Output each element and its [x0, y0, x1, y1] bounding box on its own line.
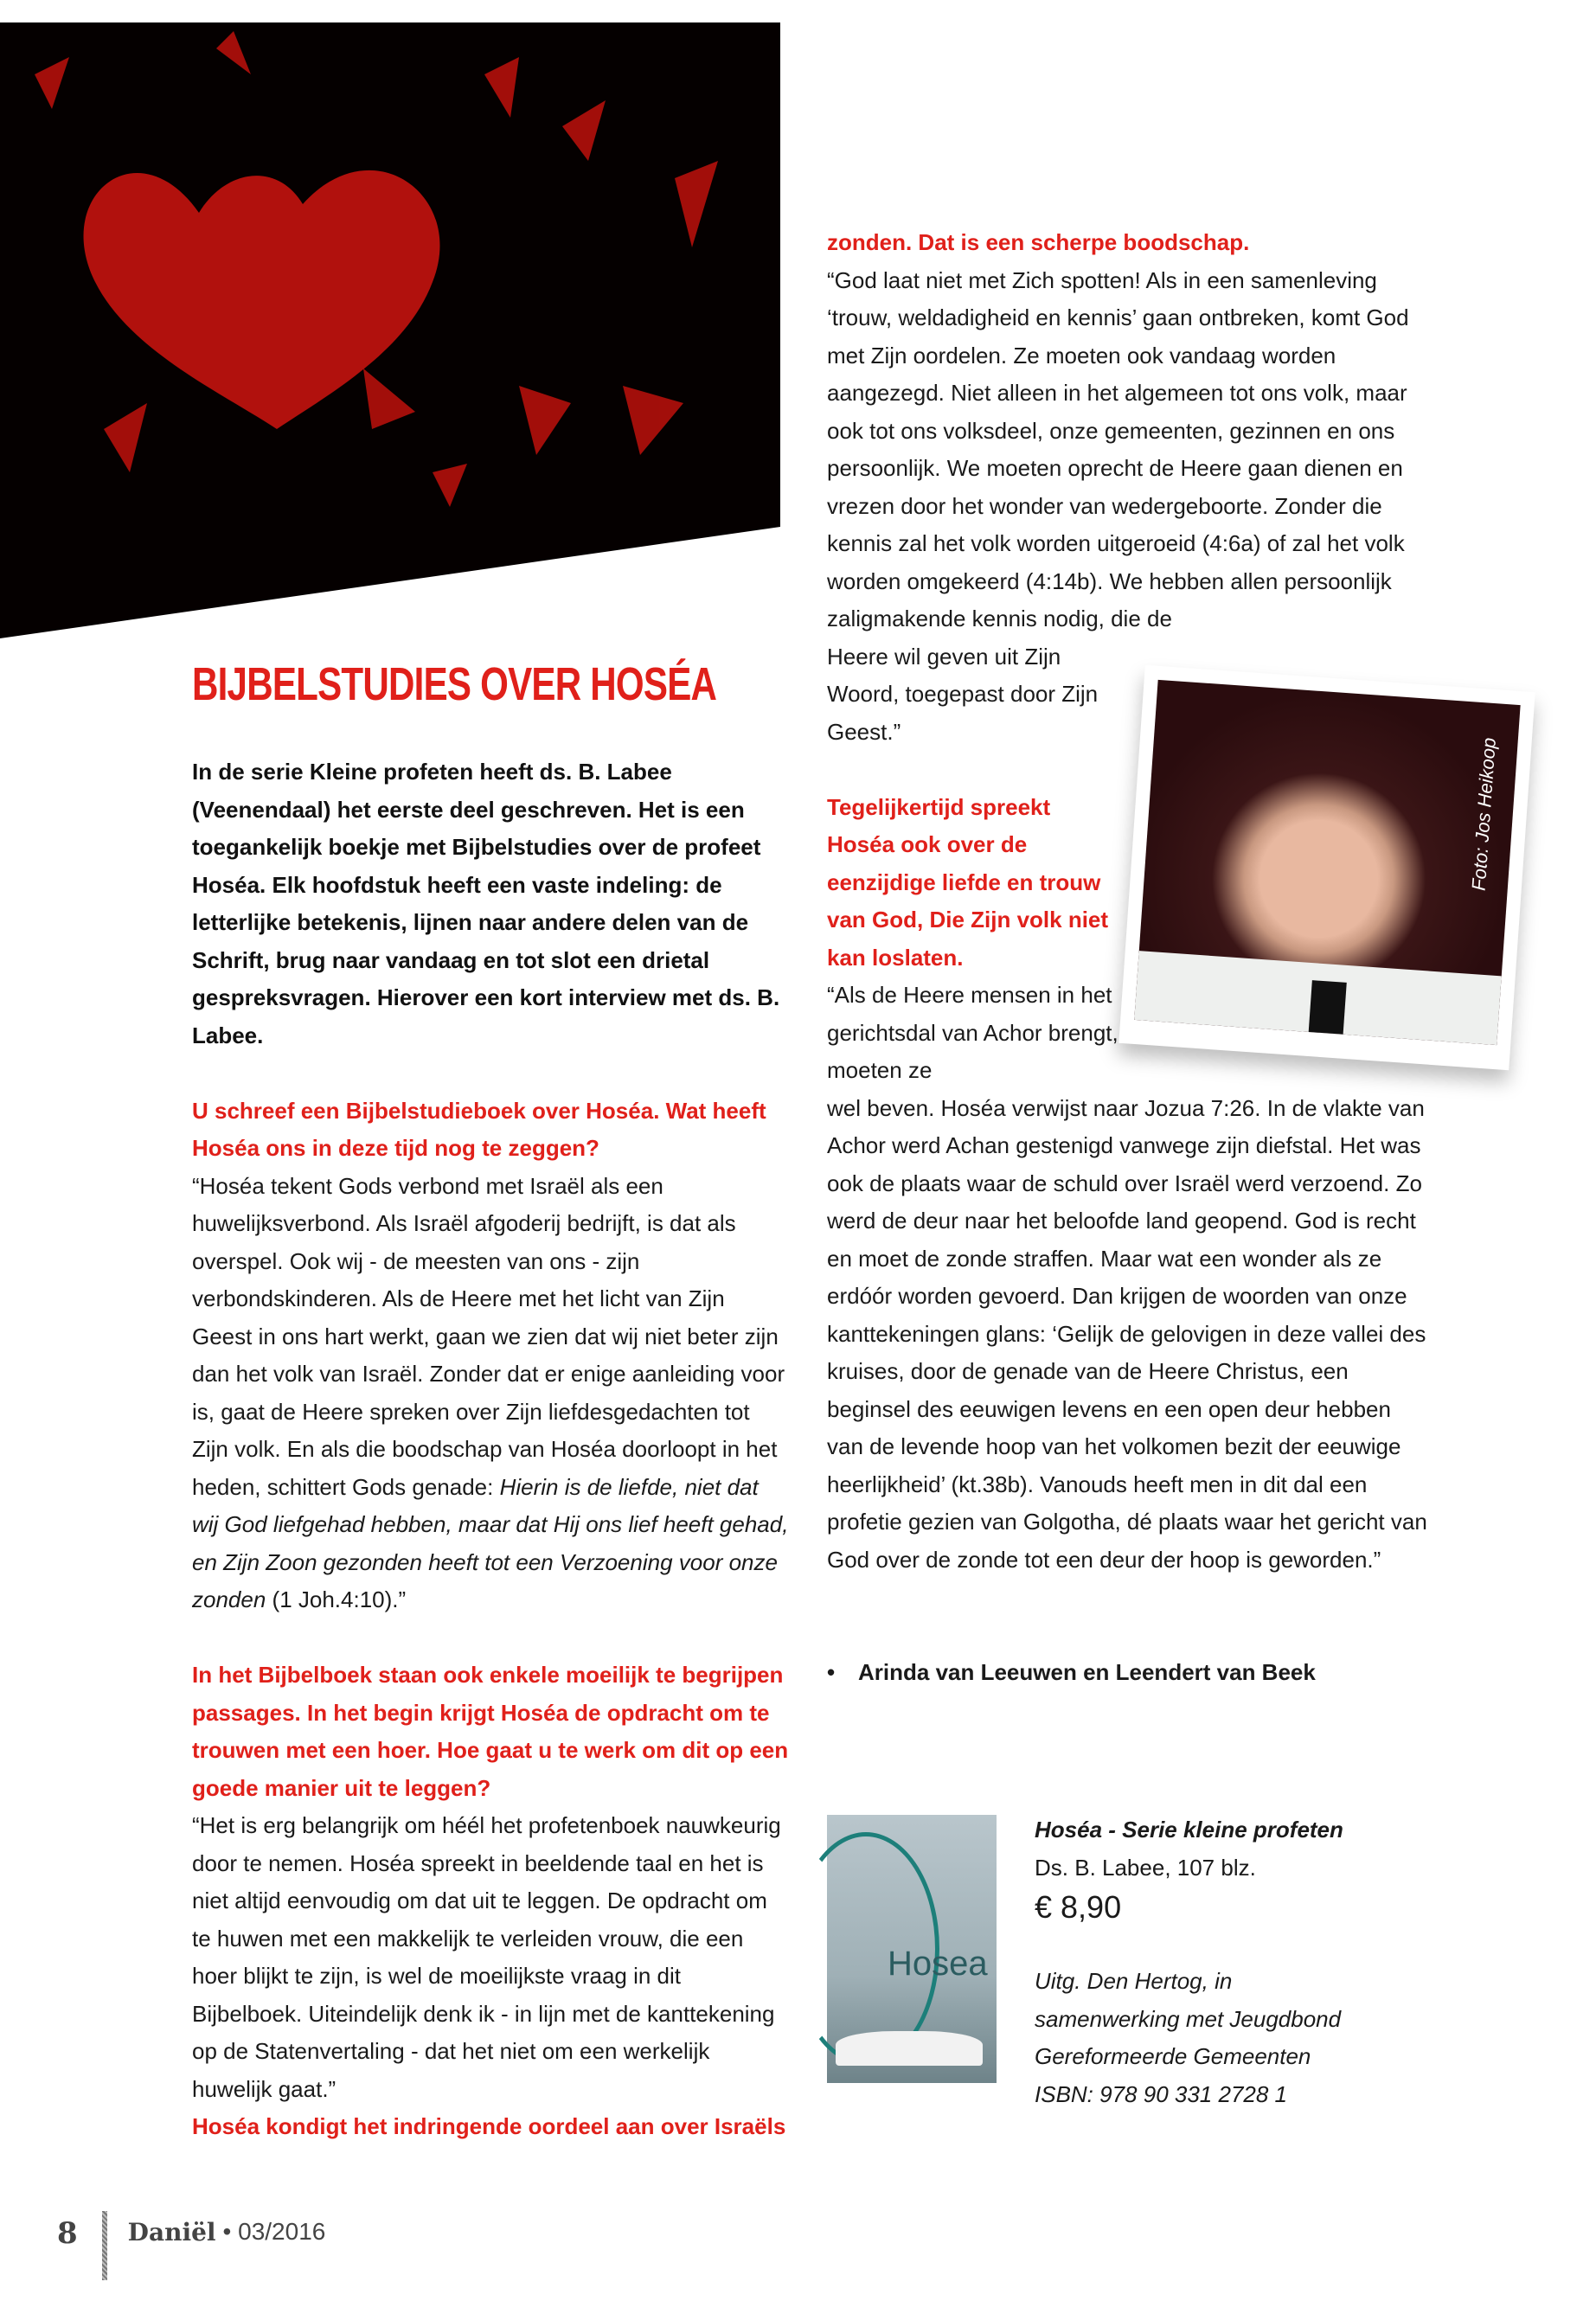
article-title: BIJBELSTUDIES OVER HOSÉA: [192, 658, 717, 710]
left-column: [192, 753, 789, 2146]
answer-4-start: “Als de Heere mensen in het gerichtsdal van Achor brengt, moeten ze: [827, 982, 1118, 1083]
page-number: 8: [57, 2216, 78, 2251]
book-publisher: Uitg. Den Hertog, in samenwerking met Jeugdbond Gereformeerde Gemeenten: [1035, 1968, 1342, 2069]
magazine-name: Daniël: [127, 2218, 216, 2247]
answer-2: “Het is erg belangrijk om héél het profetenboek nauwkeurig door te nemen. Hoséa spreekt in beeldende taal en het is niet altijd eenvoudig om dat uit te leggen. De opdracht om te huwen met een makkelijk te verleiden vrouw, die een hoer blijkt te zijn, is wel de moeilijkste vraag in dit Bijbelboek. Uiteindelijk denk ik - in lijn met de kanttekening op de Statenvertaling - dat het niet om een werkelijk huwelijk gaat.”: [192, 1812, 781, 2102]
question-4: Tegelijkertijd spreekt Hoséa ook over de eenzijdige liefde en trouw van God, Die Zijn volk niet kan loslaten.: [827, 793, 1109, 971]
issue-number: • 03/2016: [222, 2218, 326, 2245]
byline: [827, 1659, 1316, 1686]
answer-3: “God laat niet met Zich spotten! Als in een samenleving ‘trouw, weldadigheid en kennis’ gaan ontbreken, komt God met Zijn oordelen. Ze moeten ook vandaag worden aangezegd. Niet alleen in het algemeen tot ons volk, maar ook tot ons volksdeel, onze gemeenten, gezinnen en ons persoonlijk. We moeten oprecht de Heere gaan dienen en vrezen door het wonder van wedergeboorte. Zonder die kennis zal het volk worden uitgeroeid (4:6a) of zal het volk worden omgekeerd (4:14b). We hebben allen persoonlijk zaligmakende kennis nodig, die de: [827, 266, 1409, 631]
book-cover-image: [827, 1815, 997, 2083]
authors: Arinda van Leeuwen en Leendert van Beek: [858, 1659, 1316, 1685]
answer-4: wel beven. Hoséa verwijst naar Jozua 7:26. In de vlakte van Achor werd Achan gestenigd vanwege zijn diefstal. Het was ook de plaats waar de schuld over Israël werd verzoend. Zo werd de deur naar het beloofde land geopend. God is recht en moet de zonde straffen. Maar wat een wonder als ze erdóór worden gevoerd. Dan krijgen de woorden van onze kanttekeningen glans: ‘Gelijk de gelovigen in deze vallei des kruises, door de genade van de Heere Christus, een beginsel des eeuwigen levens en een open deur hebben van de levende hoop van het volkomen bezit der eeuwige heerlijkheid’ (kt.38b). Vanouds heeft men in dit dal een profetie gezien van Golgotha, dé plaats waar het gericht van God over de zonde tot een deur der hoop is geworden.”: [827, 1094, 1427, 1573]
intro-paragraph: In de serie Kleine profeten heeft ds. B. Labee (Veenendaal) het eerste deel geschreven. Het is een toegankelijk boekje met Bijbelstudies over de profeet Hoséa. Elk hoofdstuk heeft een vaste indeling: de letterlijke betekenis, lijnen naar andere delen van de Schrift, brug naar vandaag en tot slot een drietal gespreksvragen. Hierover een kort interview met ds. B. Labee.: [192, 759, 780, 1048]
bullet-icon: •: [827, 1659, 836, 1685]
book-author-pages: Ds. B. Labee, 107 blz.: [1035, 1854, 1256, 1881]
author-photo: [1118, 665, 1535, 1070]
answer-1: “Hoséa tekent Gods verbond met Israël als een huwelijksverbond. Als Israël afgoderij bedrijft, is dat als overspel. Ook wij - de meesten van ons - zijn verbondskinderen. Als de Heere met het licht van Zijn Geest in ons hart werkt, gaan we zien dat wij niet beter zijn dan het volk van Israël. Zonder dat er enige aanleiding voor is, gaat de Heere spreken over Zijn liefdesgedachten tot Zijn volk. En als die boodschap van Hoséa doorloopt in het heden, schittert Gods genade: Hierin is de liefde, niet dat wij God liefgehad hebben, maar dat Hij ons lief heeft gehad, en Zijn Zoon gezonden heeft tot een Verzoening voor onze zonden (1 Joh.4:10).”: [192, 1172, 789, 1612]
page-footer: [57, 2211, 325, 2280]
footer-divider: [102, 2211, 107, 2280]
answer-3-end: Heere wil geven uit Zijn Woord, toegepast door Zijn Geest.”: [827, 643, 1099, 745]
book-cover-title: Hosea: [888, 1945, 988, 1983]
book-info: [1035, 1811, 1381, 2113]
question-3-start: Hoséa kondigt het indringende oordeel aan over Israëls: [192, 2113, 786, 2139]
hero-image-shattered-heart: [0, 22, 780, 638]
book-title: Hoséa - Serie kleine profeten: [1035, 1817, 1343, 1843]
book-price: € 8,90: [1035, 1889, 1122, 1925]
book-isbn: ISBN: 978 90 331 2728 1: [1035, 2080, 1288, 2107]
question-1: U schreef een Bijbelstudieboek over Hoséa. Wat heeft Hoséa ons in deze tijd nog te zeggen?: [192, 1097, 766, 1161]
question-3-end: zonden. Dat is een scherpe boodschap.: [827, 229, 1250, 255]
photo-credit: Foto: Jos Heikoop: [1467, 736, 1500, 892]
portrait-image: [1134, 680, 1520, 1045]
question-2: In het Bijbelboek staan ook enkele moeilijk te begrijpen passages. In het begin krijgt Hoséa de opdracht om te trouwen met een hoer. Hoe gaat u te werk om dit op een goede manier uit te leggen?: [192, 1662, 789, 1801]
